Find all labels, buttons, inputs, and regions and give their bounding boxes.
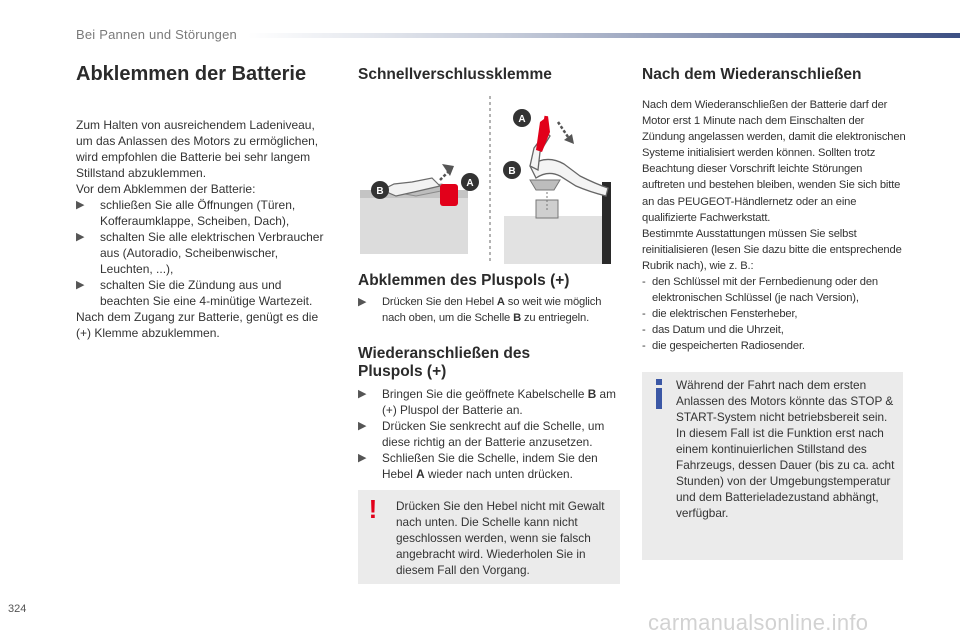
bullet-item: ▶ schließen Sie alle Öffnungen (Türen, Kofferaumklappe, Scheiben, Dach), [76,198,296,228]
left-text-block [76,117,331,341]
disconnect-text: ▶ Drücken Sie den Hebel A so weit wie möglich nach oben, um die Schelle B zu entriegeln. [358,296,602,325]
bullet-item: ▶ Drücken Sie senkrecht auf die Schelle, um diese richtig an der Batterie anzusetzen. [358,419,605,449]
bullet-marker-icon: ▶ [358,420,367,432]
info-box [642,372,903,560]
svg-text:A: A [518,114,526,125]
watermark: carmanualsonline.info [648,610,869,635]
bullet-marker-icon: ▶ [358,296,367,308]
outro-paragraph: Nach dem Zugang zur Batterie, genügt es die (+) Klemme abzuklemmen. [76,310,319,340]
reinit-paragraph: Bestimmte Ausstattungen müssen Sie selbst reinitialisieren (lesen Sie dazu bitte die entsprechende Rubrik nach), wie z. B.: [642,227,902,272]
reconnect-section-title: Wiederanschließen des Pluspols (+) [358,345,531,380]
warning-box [358,490,620,584]
bullet-item: ▶ Schließen Sie die Schelle, indem Sie den Hebel A wieder nach unten drücken. [358,451,598,481]
clamp-section-title: Schnellverschlussklemme [358,66,552,83]
after-reconnect-text [642,97,906,355]
info-icon [652,379,666,409]
bullet-marker-icon: ▶ [76,231,85,243]
bullet-item: ▶ schalten Sie die Zündung aus und beachten Sie eine 4-minütige Wartezeit. [76,278,313,308]
svg-text:B: B [508,166,516,177]
svg-text:B: B [376,186,384,197]
page-number: 324 [8,603,27,615]
info-text: Während der Fahrt nach dem ersten Anlassen des Motors könnte das STOP & START-System nicht betriebsbereit sein. In diesem Fall ist die Funktion erst nach einem kontinuierlichen Stillstand des Fahrzeugs, dessen Dauer (bis zu ca. acht Stunden) von der Umgebungstemperatur und dem Batterieladezustand abhängt, verfügbar. [676,378,895,520]
list-item: - das Datum und die Uhrzeit, [642,324,784,337]
disconnect-section-title: Abklemmen des Pluspols (+) [358,272,570,289]
warning-exclamation-icon: ! [368,494,378,524]
list-item: - den Schlüssel mit der Fernbedienung oder den elektronischen Schlüssel (je nach Version), [642,276,878,305]
header-bar [248,33,960,38]
list-item: - die elektrischen Fensterheber, [642,308,798,321]
reconnect-text [358,386,620,482]
page-title: Abklemmen der Batterie [76,63,307,85]
clamp-illustration [354,92,624,264]
bullet-marker-icon: ▶ [76,199,85,211]
intro-paragraph: Zum Halten von ausreichendem Ladeniveau, um das Anlassen des Motors zu ermöglichen, wird empfohlen die Batterie bei sehr langem Stillstand abzuklemmen. [76,118,319,180]
section-header-title: Bei Pannen und Störungen [76,27,237,42]
clamp-lever-left [440,184,458,206]
warning-text: Drücken Sie den Hebel nicht mit Gewalt nach unten. Die Schelle kann nicht geschlossen werden, wenn sie falsch angebracht wird. Wiederholen Sie in diesem Fall den Vorgang. [396,499,605,577]
bullet-item: ▶ Bringen Sie die geöffnete Kabelschelle B am (+) Pluspol der Batterie an. [358,387,616,417]
svg-text:A: A [466,178,474,189]
before-label: Vor dem Abklemmen der Batterie: [76,182,256,196]
after-reconnect-paragraph: Nach dem Wiederanschließen der Batterie darf der Motor erst 1 Minute nach dem Einschalten der Zündung angelassen werden, damit die elektronischen Systeme initialisiert werden können. Sollten trotz Beachtung dieser Vorschrift leichte Störungen auftreten und bestehen bleiben, wenden Sie sich bitte an das PEUGEOT-Händlernetz oder an eine qualifizierte Fachwerkstatt. [642,99,906,224]
bullet-marker-icon: ▶ [358,388,367,400]
after-reconnect-title: Nach dem Wiederanschließen [642,66,862,83]
bullet-marker-icon: ▶ [76,279,85,291]
battery-body-right [504,216,608,264]
list-item: - die gespeicherten Radiosender. [642,340,805,353]
bullet-item: ▶ schalten Sie alle elektrischen Verbraucher aus (Autoradio, Scheibenwischer, Leuchten, ...), [76,230,324,276]
bullet-marker-icon: ▶ [358,452,367,464]
